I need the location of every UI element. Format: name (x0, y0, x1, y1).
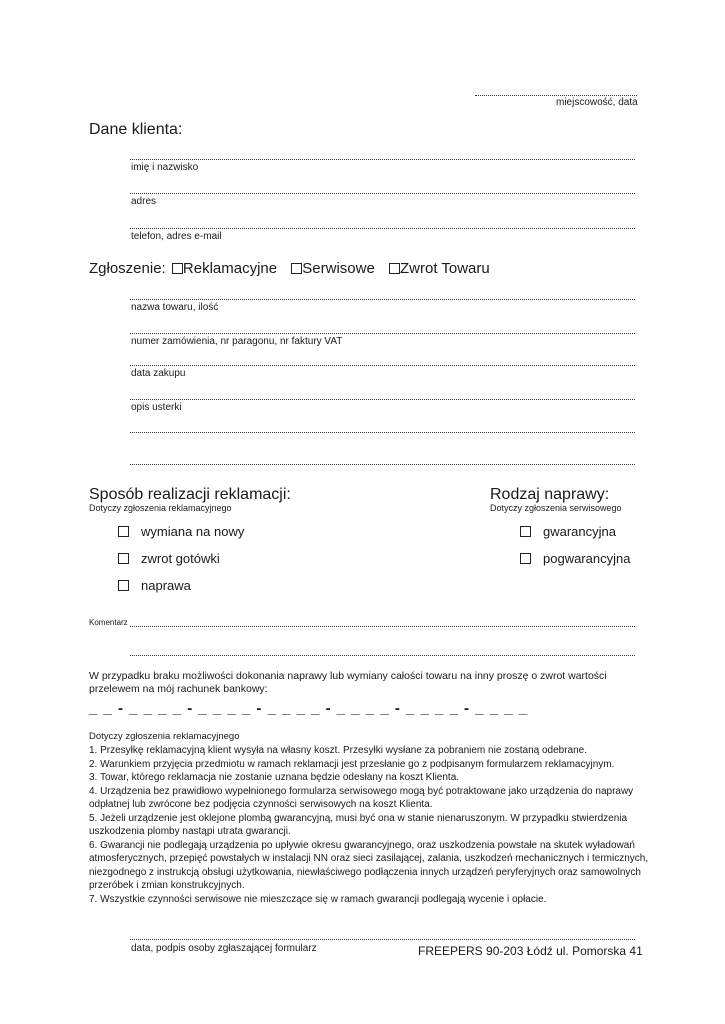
order-number-line[interactable] (130, 333, 635, 334)
type-zwrot-label: Zwrot Towaru (399, 260, 490, 277)
place-date-label: miejscowość, data (556, 97, 638, 108)
type-serwisowe-label: Serwisowe (302, 260, 375, 277)
repair-heading: Rodzaj naprawy: (490, 486, 610, 503)
client-address-label: adres (131, 196, 157, 207)
comment-label: Komentarz (89, 618, 128, 627)
client-contact-line[interactable] (130, 228, 635, 229)
option-wymiana[interactable] (118, 524, 244, 539)
bank-account-field[interactable]: _ _ - _ _ _ _ - _ _ _ _ - _ _ _ _ - _ _ _ _ - _ _ _ _ - _ _ _ _ (89, 700, 529, 717)
checkbox-naprawa[interactable] (118, 580, 129, 591)
client-contact-label: telefon, adres e-mail (131, 231, 222, 242)
rule-item: 7. Wszystkie czynności serwisowe nie mieszczące się w ramach gwarancji podlegają wycenie i opłacie. (89, 893, 547, 905)
rule-item: 5. Jeżeli urządzenie jest oklejone plombą gwarancyjną, musi być ona w stanie nienaruszonym. W przypadku stwierdzenia uszkodzenia plomby nastąpi utrata gwarancji. (89, 812, 628, 837)
defect-line-2[interactable] (130, 432, 635, 433)
realization-heading: Sposób realizacji reklamacji: (89, 486, 291, 503)
checkbox-reklamacyjne[interactable] (172, 263, 183, 274)
comment-line-2[interactable] (130, 655, 635, 656)
signature-line[interactable] (130, 939, 635, 940)
client-heading: Dane klienta: (89, 121, 183, 138)
client-name-line[interactable] (130, 159, 635, 160)
repair-subheading: Dotyczy zgłoszenia serwisowego (490, 503, 622, 513)
client-address-line[interactable] (130, 193, 635, 194)
checkbox-gwarancyjna[interactable] (520, 526, 531, 537)
purchase-date-line[interactable] (130, 365, 635, 366)
checkbox-serwisowe[interactable] (291, 263, 302, 274)
report-heading: Zgłoszenie: (89, 260, 166, 277)
option-wymiana-label: wymiana na nowy (141, 524, 245, 539)
rule-item: 2. Warunkiem przyjęcia przedmiotu w ramach reklamacji jest przesłanie go z podpisanym formularzem reklamacyjnym. (89, 758, 615, 770)
product-line[interactable] (130, 299, 635, 300)
rule-item: 6. Gwarancji nie podlegają urządzenia po upływie okresu gwarancyjnego, oraz uszkodzenia powstałe na skutek wyładowań atmosferycznych, przepięć powstałych w instalacji NN oraz sieci zasilającej, zalania, uszkodzeń mechanicznych i termicznych, niezgodnego z instrukcją obsługi użytkowania, niewłaściwego podłączenia innych urządzeń peryferyjnych oraz samowolnych przeróbek i zmian konstrukcyjnych. (89, 839, 649, 891)
checkbox-wymiana[interactable] (118, 526, 129, 537)
order-number-label: numer zamówienia, nr paragonu, nr faktury VAT (131, 336, 343, 347)
rule-item: 1. Przesyłkę reklamacyjną klient wysyła na własny koszt. Przesyłki wysłane za pobraniem nie zostaną odebrane. (89, 745, 588, 756)
option-naprawa-label: naprawa (141, 578, 191, 593)
option-gwarancyjna-label: gwarancyjna (543, 524, 616, 539)
refund-text: W przypadku braku możliwości dokonania naprawy lub wymiany całości towaru na inny proszę o zwrot wartości przelewem na mój rachunek bankowy: (89, 670, 607, 695)
rules-list (89, 744, 649, 906)
option-pogwarancyjna[interactable] (520, 551, 630, 566)
checkbox-pogwarancyjna[interactable] (520, 553, 531, 564)
option-gwarancyjna[interactable] (520, 524, 616, 539)
defect-label: opis usterki (131, 402, 182, 413)
checkbox-zwrot-towaru[interactable] (389, 263, 400, 274)
option-pogwarancyjna-label: pogwarancyjna (543, 551, 631, 566)
place-date-line[interactable] (475, 95, 637, 96)
purchase-date-label: data zakupu (131, 368, 186, 379)
company-address: FREEPERS 90-203 Łódź ul. Pomorska 41 (418, 944, 643, 958)
comment-line-1[interactable] (130, 626, 635, 627)
option-zwrot-gotowki-label: zwrot gotówki (141, 551, 220, 566)
rule-item: 4. Urządzenia bez prawidłowo wypełnionego formularza serwisowego mogą być potraktowane jako urządzenia do naprawy odpłatnej lub zwrócone bez podjęcia czynności serwisowych na koszt Klienta. (89, 785, 634, 810)
rule-item: 3. Towar, którego reklamacja nie zostanie uznana będzie odesłany na koszt Klienta. (89, 772, 460, 783)
defect-line-3[interactable] (130, 464, 635, 465)
type-reklamacyjne-label: Reklamacyjne (182, 260, 278, 277)
checkbox-zwrot-gotowki[interactable] (118, 553, 129, 564)
option-zwrot-gotowki[interactable] (118, 551, 220, 566)
client-name-label: imię i nazwisko (131, 162, 199, 173)
signature-label: data, podpis osoby zgłaszającej formularz (131, 943, 317, 954)
option-naprawa[interactable] (118, 578, 191, 593)
report-type-row (89, 260, 490, 277)
realization-subheading: Dotyczy zgłoszenia reklamacyjnego (89, 503, 232, 513)
product-label: nazwa towaru, ilość (131, 302, 219, 313)
rules-heading: Dotyczy zgłoszenia reklamacyjnego (89, 731, 240, 742)
defect-line-1[interactable] (130, 399, 635, 400)
